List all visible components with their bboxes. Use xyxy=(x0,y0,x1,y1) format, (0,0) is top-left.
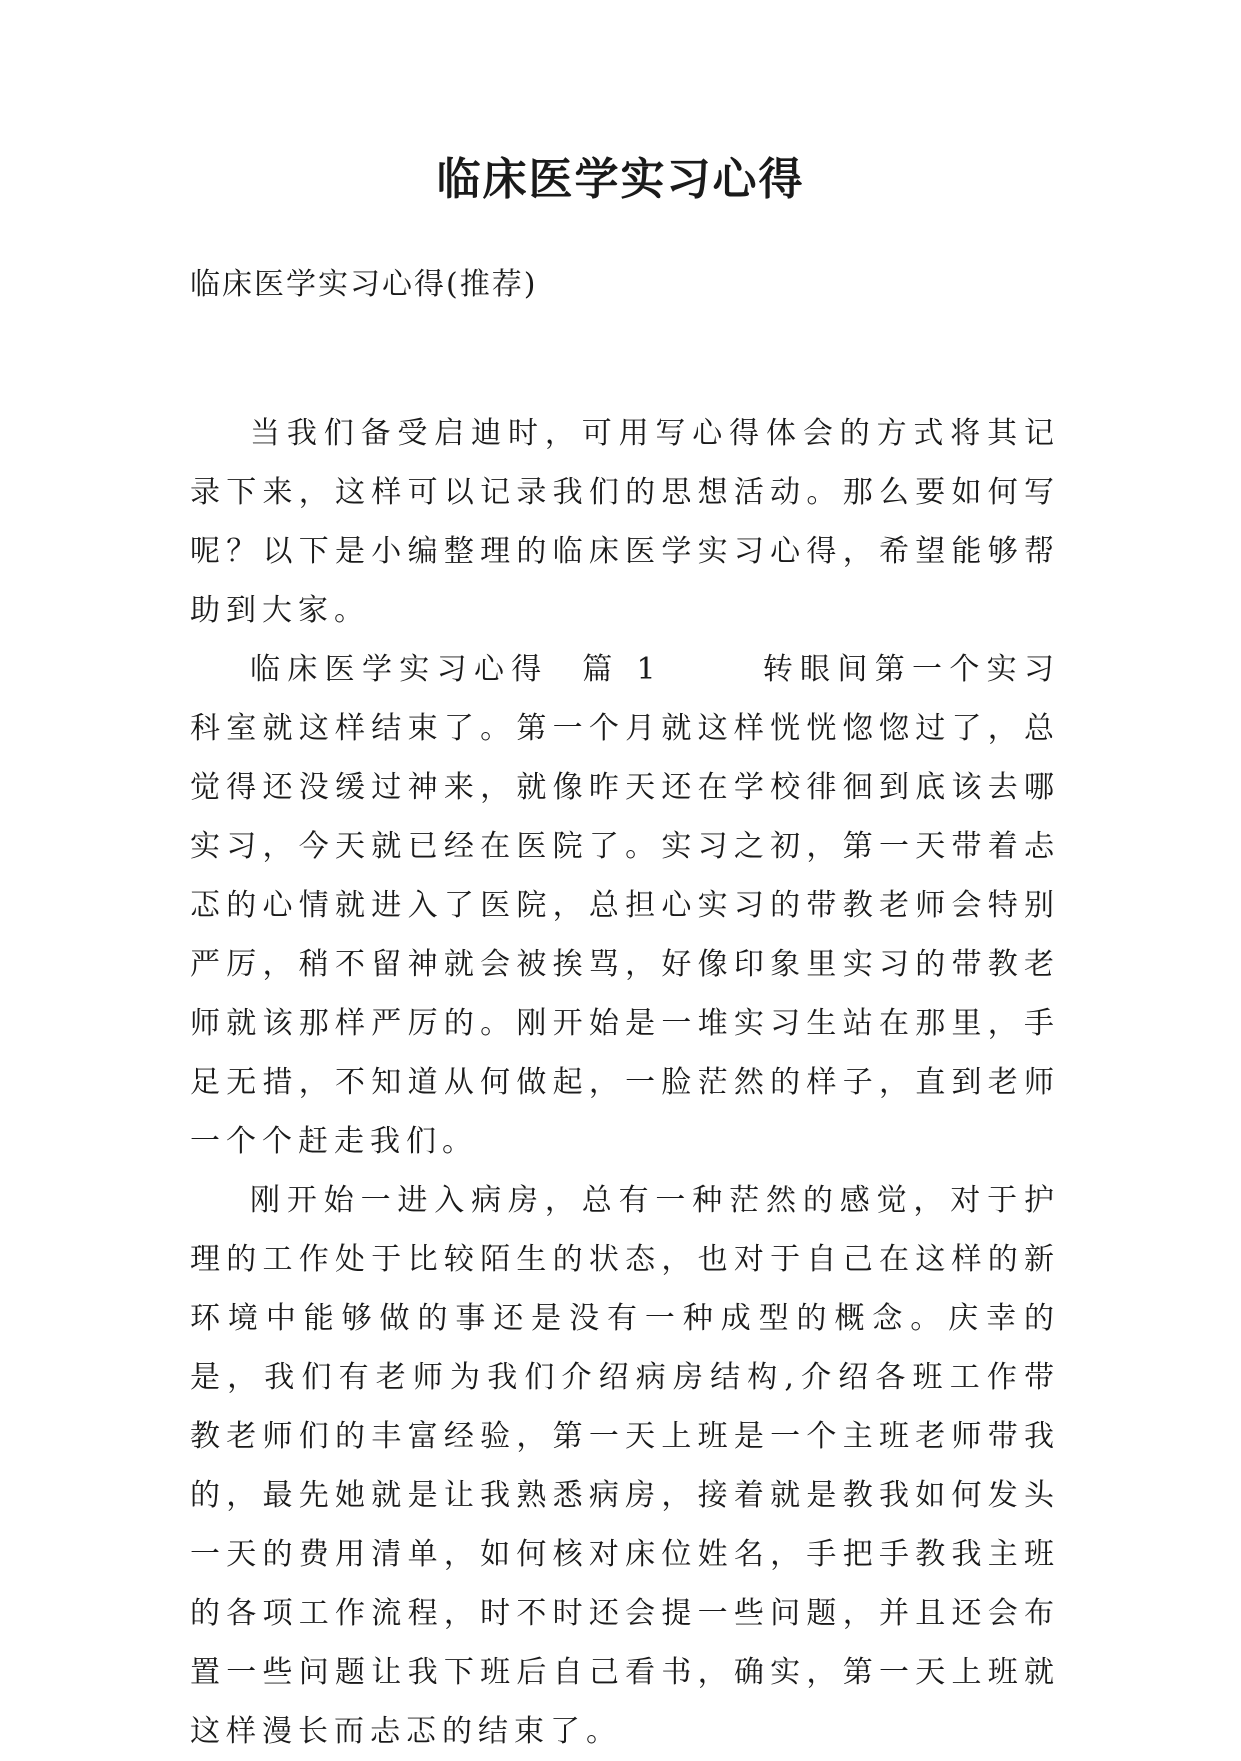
intro-paragraph: 当我们备受启迪时，可用写心得体会的方式将其记录下来，这样可以记录我们的思想活动。那么要如何写呢？以下是小编整理的临床医学实习心得，希望能够帮助到大家。 xyxy=(190,416,1060,628)
part1-paragraph xyxy=(190,640,1060,1171)
part1-text: 转眼间第一个实习科室就这样结束了。第一个月就这样恍恍惚惚过了，总觉得还没缓过神来，就像昨天还在学校徘徊到底该去哪实习，今天就已经在医院了。实习之初，第一天带着忐忑的心情就进入了医院，总担心实习的带教老师会特别严厉，稍不留神就会被挨骂，好像印象里实习的带教老师就该那样严厉的。刚开始是一堆实习生站在那里，手足无措，不知道从何做起，一脸茫然的样子，直到老师一个个赶走我们。 xyxy=(190,652,1060,1159)
document-subtitle: 临床医学实习心得(推荐) xyxy=(190,267,538,302)
document-body xyxy=(190,404,1060,1761)
part1-heading: 临床医学实习心得 篇 1 xyxy=(250,652,763,687)
part2-paragraph: 刚开始一进入病房，总有一种茫然的感觉，对于护理的工作处于比较陌生的状态，也对于自己在这样的新环境中能够做的事还是没有一种成型的概念。庆幸的是，我们有老师为我们介绍病房结构,介绍各班工作带教老师们的丰富经验，第一天上班是一个主班老师带我的，最先她就是让我熟悉病房，接着就是教我如何发头一天的费用清单，如何核对床位姓名，手把手教我主班的各项工作流程，时不时还会提一些问题，并且还会布置一些问题让我下班后自己看书，确实，第一天上班就这样漫长而忐忑的结束了。 xyxy=(190,1183,1060,1749)
document-title: 临床医学实习心得 xyxy=(436,154,805,205)
